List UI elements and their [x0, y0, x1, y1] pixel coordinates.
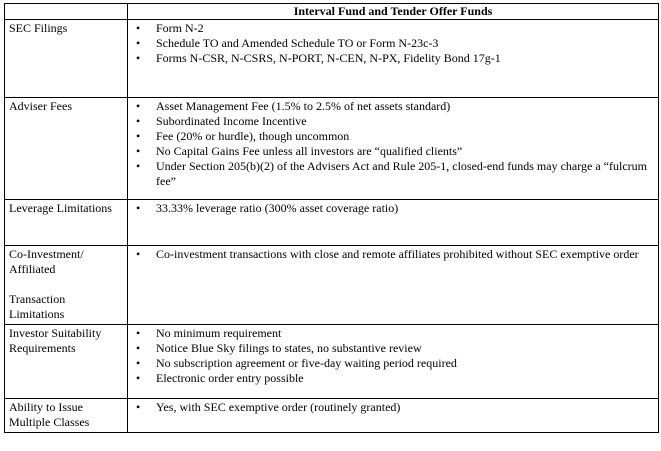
row-label: [5, 246, 128, 325]
header-row: [5, 4, 659, 20]
row-label: [5, 200, 128, 246]
document: [4, 3, 659, 433]
list-item: • 33.33% leverage ratio (300% asset coverage ratio): [132, 201, 654, 216]
row-label-gap: [9, 277, 123, 292]
row-label-line: Requirements: [9, 341, 76, 355]
bullet-list: [132, 99, 654, 189]
table-row-multiple-classes: [5, 399, 659, 433]
bullet-list: [132, 247, 654, 262]
row-content: [128, 246, 659, 325]
list-item: • No minimum requirement: [132, 326, 654, 341]
table-row-leverage: [5, 200, 659, 246]
bullet-list: [132, 201, 654, 216]
table-row-co-investment: [5, 246, 659, 325]
row-label-line: Investor Suitability: [9, 326, 102, 340]
row-content: [128, 20, 659, 98]
list-item: • Schedule TO and Amended Schedule TO or Form N-23c-3: [132, 36, 654, 51]
bullet-list: [132, 21, 654, 66]
row-label: [5, 399, 128, 433]
list-item: • Electronic order entry possible: [132, 371, 654, 386]
list-item: • Asset Management Fee (1.5% to 2.5% of net assets standard): [132, 99, 654, 114]
list-item: • Forms N-CSR, N-CSRS, N-PORT, N-CEN, N-PX, Fidelity Bond 17g-1: [132, 51, 654, 66]
table-row-sec-filings: [5, 20, 659, 98]
bullet-list: [132, 326, 654, 386]
list-item: • Subordinated Income Incentive: [132, 114, 654, 129]
list-item: • Under Section 205(b)(2) of the Advisers Act and Rule 205-1, closed-end funds may charge a “fulcrum fee”: [132, 159, 654, 189]
row-content: [128, 200, 659, 246]
row-label-line: SEC Filings: [9, 21, 68, 35]
list-item: • Co-investment transactions with close and remote affiliates prohibited without SEC exemptive order: [132, 247, 654, 262]
list-item: • Notice Blue Sky filings to states, no substantive review: [132, 341, 654, 356]
row-label: [5, 98, 128, 200]
row-label-line: Ability to Issue: [9, 400, 83, 414]
list-item: • Fee (20% or hurdle), though uncommon: [132, 129, 654, 144]
row-label-line: Leverage Limitations: [9, 201, 112, 215]
row-label-line: Multiple Classes: [9, 415, 90, 429]
comparison-table: [4, 3, 659, 433]
row-label-line: Affiliated: [9, 262, 56, 276]
header-cell-title: Interval Fund and Tender Offer Funds: [128, 4, 659, 20]
list-item: • No subscription agreement or five-day waiting period required: [132, 356, 654, 371]
row-label: [5, 20, 128, 98]
list-item: • No Capital Gains Fee unless all investors are “qualified clients”: [132, 144, 654, 159]
header-cell-empty: [5, 4, 128, 20]
row-label: [5, 325, 128, 399]
row-label-line: Limitations: [9, 307, 65, 321]
table-row-adviser-fees: [5, 98, 659, 200]
bullet-list: [132, 400, 654, 415]
row-label-line: Adviser Fees: [9, 99, 72, 113]
row-label-line: Co-Investment/: [9, 247, 84, 261]
table-row-investor-suitability: [5, 325, 659, 399]
row-content: [128, 399, 659, 433]
list-item: • Yes, with SEC exemptive order (routinely granted): [132, 400, 654, 415]
row-content: [128, 98, 659, 200]
list-item: • Form N-2: [132, 21, 654, 36]
row-label-line: Transaction: [9, 292, 66, 306]
row-content: [128, 325, 659, 399]
